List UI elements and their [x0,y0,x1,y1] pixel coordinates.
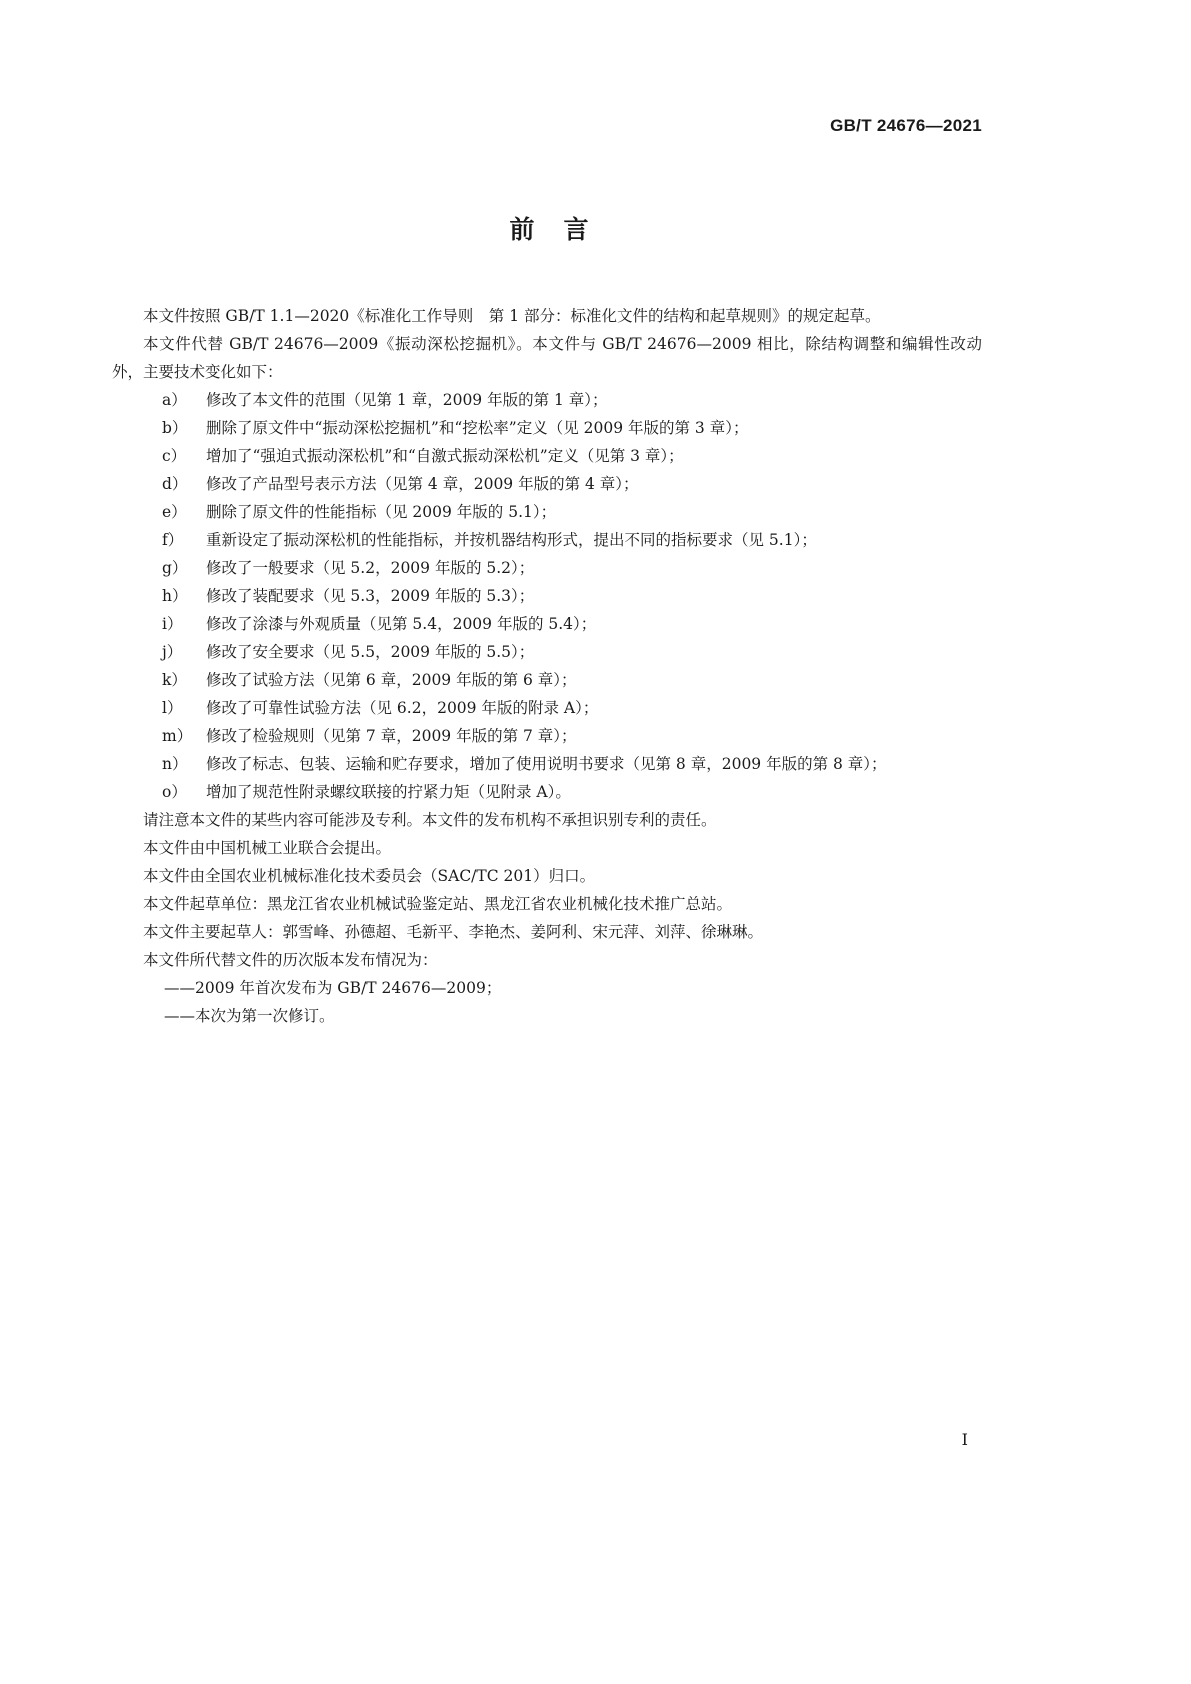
list-item [112,442,982,470]
list-item-text: 修改了产品型号表示方法（见第 4 章，2009 年版的第 4 章）； [206,475,639,493]
list-item [112,498,982,526]
paragraph-proposer: 本文件由中国机械工业联合会提出。 [143,839,392,857]
list-item [112,666,982,694]
list-item-text: 修改了检验规则（见第 7 章，2009 年版的第 7 章）； [206,727,577,745]
list-item-text: 修改了安全要求（见 5.5，2009 年版的 5.5）； [206,643,535,661]
list-marker: e） [162,503,187,521]
paragraph-replacement: 本文件代替 GB/T 24676—2009《振动深松挖掘机》。本文件与 GB/T 24676—2009 相比，除结构调整和编辑性改动外，主要技术变化如下： [112,335,982,381]
list-item [112,386,982,414]
list-item [112,470,982,498]
list-marker: f） [162,531,184,549]
page-number: I [961,1430,968,1449]
list-marker: j） [162,643,183,661]
paragraph-technical-committee: 本文件由全国农业机械标准化技术委员会（SAC/TC 201）归口。 [143,867,596,885]
list-marker: o） [162,783,187,801]
paragraph-drafting-rules: 本文件按照 GB/T 1.1—2020《标准化工作导则 第 1 部分：标准化文件的结构和起草规则》的规定起草。 [143,307,881,325]
list-item [112,610,982,638]
list-item-text: 删除了原文件的性能指标（见 2009 年版的 5.1）； [206,503,557,521]
list-item [112,582,982,610]
page-title: 前 言 [509,215,591,244]
list-item-text: 修改了可靠性试验方法（见 6.2，2009 年版的附录 A）； [206,699,599,717]
paragraph-main-drafters: 本文件主要起草人：郭雪峰、孙德超、毛新平、李艳杰、姜阿利、宋元萍、刘萍、徐琳琳。 [143,923,764,941]
list-item-text: 修改了装配要求（见 5.3，2009 年版的 5.3）； [206,587,535,605]
list-item-text: 修改了标志、包装、运输和贮存要求，增加了使用说明书要求（见第 8 章，2009 年版的第 8 章）； [206,755,887,773]
standard-code: GB/T 24676—2021 [830,116,982,135]
list-item-text: 修改了试验方法（见第 6 章，2009 年版的第 6 章）； [206,671,577,689]
list-marker: c） [162,447,187,465]
paragraph-patent-notice: 请注意本文件的某些内容可能涉及专利。本文件的发布机构不承担识别专利的责任。 [143,811,717,829]
list-item [112,778,982,806]
paragraph-version-history: 本文件所代替文件的历次版本发布情况为： [143,951,438,969]
list-item [112,722,982,750]
list-marker: a） [162,391,187,409]
list-item [112,750,982,778]
list-item-text: 修改了本文件的范围（见第 1 章，2009 年版的第 1 章）； [206,391,608,409]
list-marker: h） [162,587,188,605]
list-marker: l） [162,699,183,717]
list-marker: d） [162,475,188,493]
history-item: ——本次为第一次修订。 [164,1007,335,1025]
list-item-text: 修改了涂漆与外观质量（见第 5.4，2009 年版的 5.4）； [206,615,597,633]
list-marker: n） [162,755,188,773]
list-item [112,638,982,666]
list-item-text: 增加了“强迫式振动深松机”和“自激式振动深松机”定义（见第 3 章）； [206,447,684,465]
list-marker: g） [162,559,188,577]
foreword-body [112,302,982,1030]
list-item [112,526,982,554]
list-marker: m） [162,727,193,745]
list-item [112,694,982,722]
list-marker: k） [162,671,187,689]
history-item: ——2009 年首次发布为 GB/T 24676—2009； [164,979,502,997]
list-item-text: 修改了一般要求（见 5.2，2009 年版的 5.2）； [206,559,535,577]
list-marker: b） [162,419,188,437]
technical-changes-list [112,386,982,806]
list-item-text: 增加了规范性附录螺纹联接的拧紧力矩（见附录 A）。 [206,783,571,801]
list-item-text: 删除了原文件中“振动深松挖掘机”和“挖松率”定义（见 2009 年版的第 3 章）； [206,419,749,437]
list-item [112,414,982,442]
list-item-text: 重新设定了振动深松机的性能指标，并按机器结构形式，提出不同的指标要求（见 5.1）； [206,531,817,549]
list-item [112,554,982,582]
list-marker: i） [162,615,183,633]
paragraph-drafting-units: 本文件起草单位：黑龙江省农业机械试验鉴定站、黑龙江省农业机械化技术推广总站。 [143,895,733,913]
